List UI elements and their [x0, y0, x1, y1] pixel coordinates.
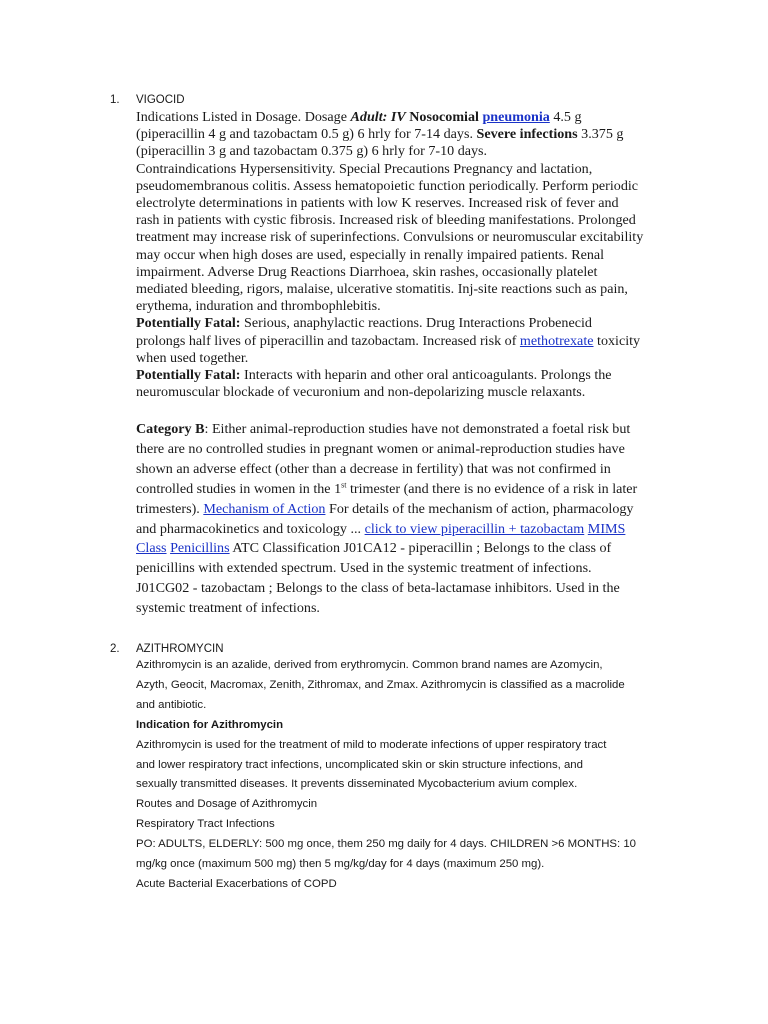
text-line: may occur when high doses are used, especially in renally impaired patients. Renal: [136, 246, 605, 263]
text-line: neuromuscular blockade of vecuronium and non-depolarizing muscle relaxants.: [136, 384, 586, 401]
text-line: Acute Bacterial Exacerbations of COPD: [136, 877, 337, 890]
text-line: PO: ADULTS, ELDERLY: 500 mg once, them 250 mg daily for 4 days. CHILDREN >6 MONTHS: 10: [136, 838, 637, 851]
text-line: Routes and Dosage of Azithromycin: [136, 798, 318, 811]
text-line: Azithromycin is an azalide, derived from erythromycin. Common brand names are Azomycin,: [136, 659, 603, 671]
text-line: controlled studies in women in the 1st trimester (and there is no evidence of a risk in later: [136, 480, 638, 497]
text-line: mediated bleeding, rigors, malaise, ulcerative stomatitis. Inj-site reactions such as pain,: [136, 281, 628, 298]
text-line: mg/kg once (maximum 500 mg) then 5 mg/kg/day for 4 days (maximum 250 mg).: [136, 858, 545, 871]
section-heading: AZITHROMYCIN: [136, 643, 224, 655]
text-line: there are no controlled studies in pregnant women or animal-reproduction studies have: [136, 440, 625, 457]
text-line: and lower respiratory tract infections, uncomplicated skin or skin structure infections, and: [136, 758, 583, 771]
text-line: impairment. Adverse Drug Reactions Diarrhoea, skin rashes, occasionally platelet: [136, 263, 598, 280]
text-line: Class Penicillins ATC Classification J01CA12 - piperacillin ; Belongs to the class of: [136, 540, 612, 557]
text-line: Azithromycin is used for the treatment of mild to moderate infections of upper respiratory tract: [136, 738, 607, 751]
text-line: prolongs half lives of piperacillin and tazobactam. Increased risk of methotrexate toxicity: [136, 332, 641, 349]
text-line: treatment may increase risk of superinfections. Convulsions or neuromuscular excitability: [136, 229, 644, 246]
text-line: (piperacillin 3 g and tazobactam 0.375 g) 6 hrly for 7-10 days.: [136, 143, 488, 160]
list-number: 2.: [110, 643, 120, 655]
text-line: electrolyte determinations in patients with low K reserves. Increased risk of fever and: [136, 195, 619, 212]
text-line: and antibiotic.: [136, 698, 207, 711]
text-line: systemic treatment of infections.: [136, 600, 320, 617]
text-line: Contraindications Hypersensitivity. Special Precautions Pregnancy and lactation,: [136, 160, 593, 177]
text-line: (piperacillin 4 g and tazobactam 0.5 g) 6 hrly for 7-14 days. Severe infections 3.375 g: [136, 126, 624, 143]
subheading: Indication for Azithromycin: [136, 718, 284, 731]
category-b-paragraph: [136, 420, 681, 619]
mechanism-of-action-link[interactable]: Mechanism of Action: [203, 500, 326, 517]
text-line: Potentially Fatal: Serious, anaphylactic reactions. Drug Interactions Probenecid: [136, 315, 592, 332]
text-line: Respiratory Tract Infections: [136, 818, 275, 831]
mims-class-link-cont[interactable]: Class: [136, 540, 167, 557]
azithromycin-body: [136, 656, 681, 895]
view-piperacillin-link[interactable]: click to view piperacillin + tazobactam: [364, 520, 585, 537]
text-line: Potentially Fatal: Interacts with heparin and other oral anticoagulants. Prolongs the: [136, 367, 612, 384]
list-number: 1.: [110, 94, 120, 106]
text-line: sexually transmitted diseases. It prevents disseminated Mycobacterium avium complex.: [136, 778, 578, 791]
pneumonia-link[interactable]: pneumonia: [482, 109, 550, 125]
text-line: and pharmacokinetics and toxicology ... click to view piperacillin + tazobactam MIMS: [136, 520, 626, 537]
text-line: when used together.: [136, 349, 249, 366]
section-heading: VIGOCID: [136, 94, 185, 106]
text-line: trimesters). Mechanism of Action For details of the mechanism of action, pharmacology: [136, 500, 634, 517]
text-line: rash in patients with cystic fibrosis. Increased risk of bleeding manifestations. Prolonged: [136, 212, 636, 229]
text-line: Indications Listed in Dosage. Dosage Adult: IV Nosocomial pneumonia 4.5 g: [136, 109, 582, 125]
text-line: Azyth, Geocit, Macromax, Zenith, Zithromax, and Zmax. Azithromycin is classified as a macrolide: [136, 678, 625, 691]
mims-class-link[interactable]: MIMS: [587, 520, 626, 537]
penicillins-link[interactable]: Penicillins: [170, 540, 230, 557]
text-line: shown an adverse effect (other than a decrease in fertility) that was not confirmed in: [136, 460, 611, 477]
text-line: erythema, induration and thrombophlebitis.: [136, 298, 381, 315]
vigocid-body: [136, 109, 681, 401]
text-line: penicillins with extended spectrum. Used in the systemic treatment of infections.: [136, 560, 592, 577]
text-line: pseudomembranous colitis. Assess hematopoietic function periodically. Perform periodic: [136, 177, 639, 194]
text-line: J01CG02 - tazobactam ; Belongs to the class of beta-lactamase inhibitors. Used in the: [136, 580, 620, 597]
methotrexate-link[interactable]: methotrexate: [519, 332, 594, 349]
text-line: Category B: Either animal-reproduction studies have not demonstrated a foetal risk but: [136, 421, 631, 437]
